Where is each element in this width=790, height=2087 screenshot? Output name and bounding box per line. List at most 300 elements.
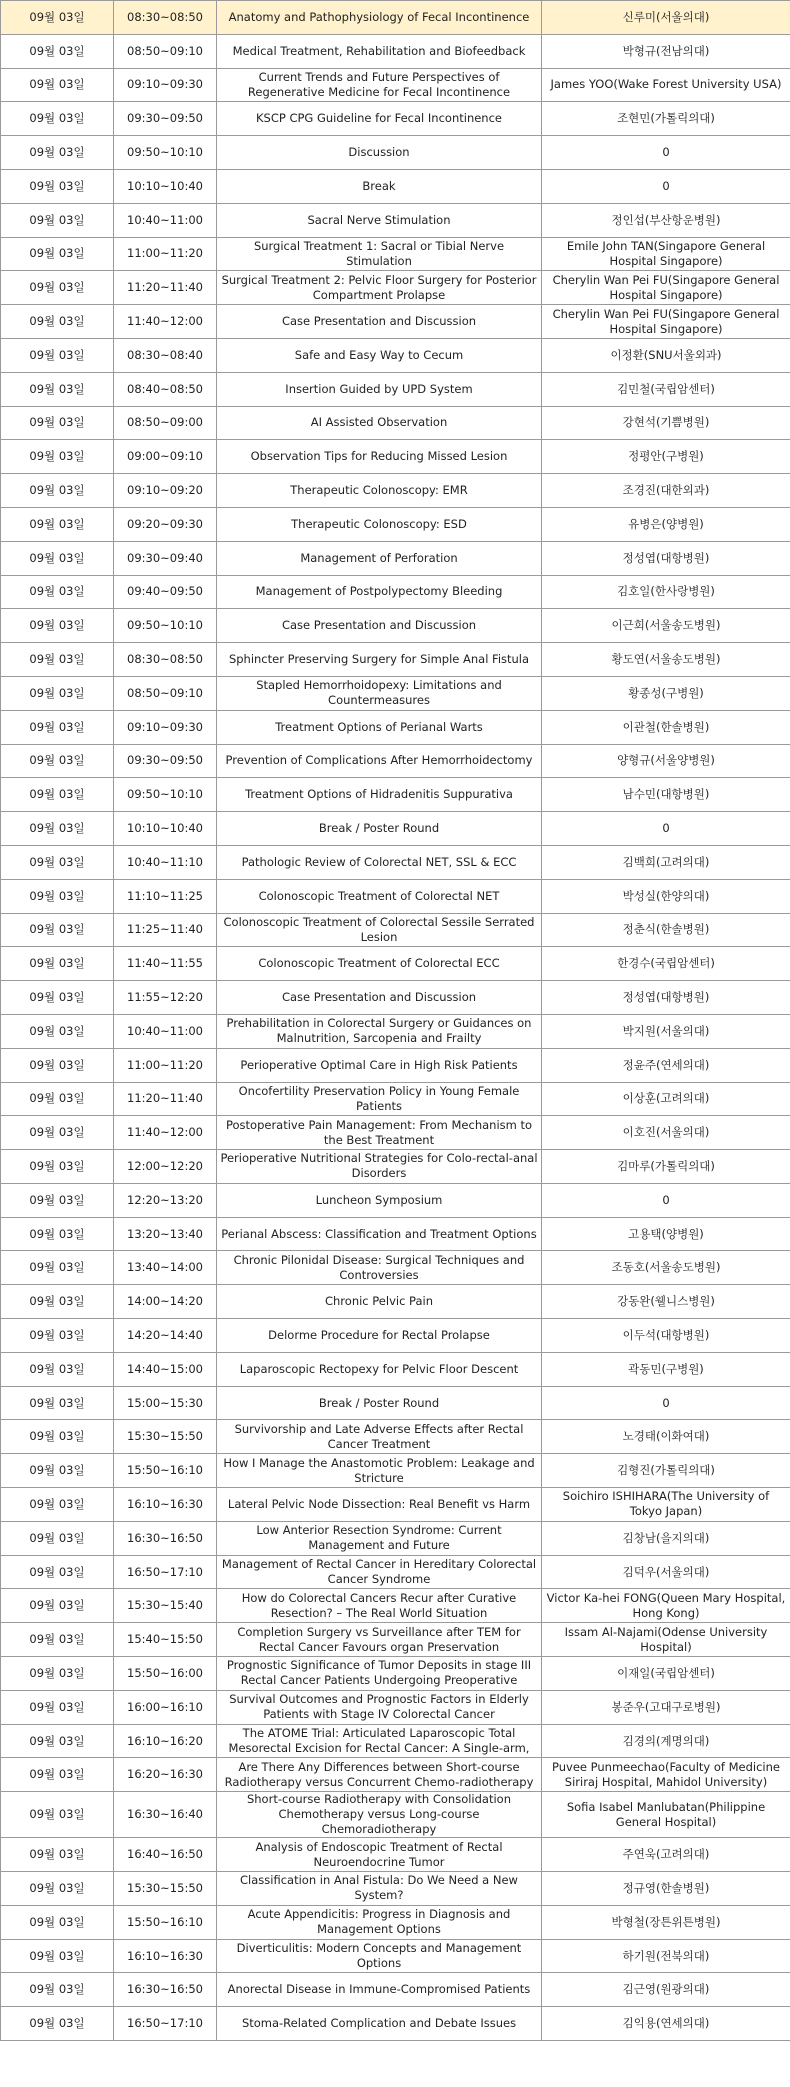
session-title-cell: Classification in Anal Fistula: Do We Need a New System?	[217, 1872, 542, 1906]
date-cell: 09월 03일	[1, 879, 114, 913]
time-cell: 11:40~11:55	[114, 947, 217, 981]
speaker-cell: 박형규(전남의대)	[542, 34, 790, 68]
date-cell: 09월 03일	[1, 1488, 114, 1522]
time-cell: 15:00~15:30	[114, 1386, 217, 1420]
table-row	[1, 845, 790, 879]
table-row	[1, 1872, 790, 1906]
table-row	[1, 1183, 790, 1217]
date-cell: 09월 03일	[1, 1973, 114, 2007]
table-row	[1, 372, 790, 406]
table-row	[1, 1555, 790, 1589]
speaker-cell: 이재일(국립암센터)	[542, 1657, 790, 1691]
time-cell: 16:30~16:50	[114, 1521, 217, 1555]
time-cell: 11:25~11:40	[114, 913, 217, 947]
time-cell: 09:50~10:10	[114, 778, 217, 812]
session-title-cell: Case Presentation and Discussion	[217, 981, 542, 1015]
time-cell: 08:30~08:50	[114, 1, 217, 35]
date-cell: 09월 03일	[1, 1420, 114, 1454]
session-title-cell: Medical Treatment, Rehabilitation and Biofeedback	[217, 34, 542, 68]
date-cell: 09월 03일	[1, 1082, 114, 1116]
table-row	[1, 68, 790, 102]
time-cell: 13:40~14:00	[114, 1251, 217, 1285]
date-cell: 09월 03일	[1, 1285, 114, 1319]
speaker-cell: 0	[542, 169, 790, 203]
session-title-cell: Therapeutic Colonoscopy: ESD	[217, 507, 542, 541]
session-title-cell: Treatment Options of Perianal Warts	[217, 710, 542, 744]
date-cell: 09월 03일	[1, 203, 114, 237]
session-title-cell: How I Manage the Anastomotic Problem: Leakage and Stricture	[217, 1454, 542, 1488]
speaker-cell: 조동호(서울송도병원)	[542, 1251, 790, 1285]
session-title-cell: Safe and Easy Way to Cecum	[217, 338, 542, 372]
time-cell: 09:50~10:10	[114, 609, 217, 643]
table-row	[1, 338, 790, 372]
session-title-cell: The ATOME Trial: Articulated Laparoscopic Total Mesorectal Excision for Rectal Cancer: A Single-arm,	[217, 1724, 542, 1758]
time-cell: 16:50~17:10	[114, 2007, 217, 2041]
date-cell: 09월 03일	[1, 1319, 114, 1353]
time-cell: 08:50~09:10	[114, 676, 217, 710]
session-title-cell: Acute Appendicitis: Progress in Diagnosis and Management Options	[217, 1905, 542, 1939]
session-title-cell: Prognostic Significance of Tumor Deposits in stage III Rectal Cancer Patients Undergoing Preoperative	[217, 1657, 542, 1691]
table-row	[1, 1319, 790, 1353]
time-cell: 09:10~09:30	[114, 710, 217, 744]
date-cell: 09월 03일	[1, 1589, 114, 1623]
session-title-cell: Perianal Abscess: Classification and Treatment Options	[217, 1217, 542, 1251]
time-cell: 11:00~11:20	[114, 1048, 217, 1082]
date-cell: 09월 03일	[1, 1905, 114, 1939]
speaker-cell: 정성엽(대항병원)	[542, 541, 790, 575]
speaker-cell: 봉준우(고대구로병원)	[542, 1690, 790, 1724]
speaker-cell: 정평안(구병원)	[542, 440, 790, 474]
time-cell: 11:20~11:40	[114, 1082, 217, 1116]
table-row	[1, 1589, 790, 1623]
session-title-cell: Break / Poster Round	[217, 812, 542, 846]
session-title-cell: AI Assisted Observation	[217, 406, 542, 440]
speaker-cell: 박성실(한양의대)	[542, 879, 790, 913]
speaker-cell: 김백희(고려의대)	[542, 845, 790, 879]
table-row	[1, 1150, 790, 1184]
schedule-body	[1, 1, 790, 2041]
date-cell: 09월 03일	[1, 575, 114, 609]
table-row	[1, 34, 790, 68]
date-cell: 09월 03일	[1, 102, 114, 136]
session-title-cell: How do Colorectal Cancers Recur after Curative Resection? – The Real World Situation	[217, 1589, 542, 1623]
time-cell: 16:10~16:30	[114, 1488, 217, 1522]
date-cell: 09월 03일	[1, 1724, 114, 1758]
speaker-cell: 정성엽(대항병원)	[542, 981, 790, 1015]
speaker-cell: Emile John TAN(Singapore General Hospital Singapore)	[542, 237, 790, 271]
date-cell: 09월 03일	[1, 609, 114, 643]
table-row	[1, 1, 790, 35]
session-title-cell: Laparoscopic Rectopexy for Pelvic Floor Descent	[217, 1352, 542, 1386]
date-cell: 09월 03일	[1, 440, 114, 474]
date-cell: 09월 03일	[1, 338, 114, 372]
table-row	[1, 913, 790, 947]
date-cell: 09월 03일	[1, 1150, 114, 1184]
table-row	[1, 778, 790, 812]
date-cell: 09월 03일	[1, 1838, 114, 1872]
speaker-cell: 조경진(대한외과)	[542, 474, 790, 508]
speaker-cell: 고용택(양병원)	[542, 1217, 790, 1251]
date-cell: 09월 03일	[1, 1758, 114, 1792]
speaker-cell: 황종성(구병원)	[542, 676, 790, 710]
speaker-cell: 이근희(서울송도병원)	[542, 609, 790, 643]
time-cell: 08:30~08:40	[114, 338, 217, 372]
session-title-cell: Management of Postpolypectomy Bleeding	[217, 575, 542, 609]
date-cell: 09월 03일	[1, 1048, 114, 1082]
speaker-cell: 박형철(장튼위튼병원)	[542, 1905, 790, 1939]
date-cell: 09월 03일	[1, 845, 114, 879]
date-cell: 09월 03일	[1, 474, 114, 508]
speaker-cell: 이두석(대항병원)	[542, 1319, 790, 1353]
session-title-cell: Case Presentation and Discussion	[217, 609, 542, 643]
table-row	[1, 1905, 790, 1939]
table-row	[1, 812, 790, 846]
time-cell: 16:00~16:10	[114, 1690, 217, 1724]
time-cell: 15:30~15:50	[114, 1420, 217, 1454]
time-cell: 16:40~16:50	[114, 1838, 217, 1872]
session-title-cell: Colonoscopic Treatment of Colorectal Sessile Serrated Lesion	[217, 913, 542, 947]
table-row	[1, 474, 790, 508]
time-cell: 10:40~11:10	[114, 845, 217, 879]
date-cell: 09월 03일	[1, 2007, 114, 2041]
session-title-cell: Case Presentation and Discussion	[217, 305, 542, 339]
speaker-cell: 0	[542, 1386, 790, 1420]
session-title-cell: Surgical Treatment 1: Sacral or Tibial Nerve Stimulation	[217, 237, 542, 271]
time-cell: 16:20~16:30	[114, 1758, 217, 1792]
speaker-cell: Cherylin Wan Pei FU(Singapore General Hospital Singapore)	[542, 271, 790, 305]
speaker-cell: Victor Ka-hei FONG(Queen Mary Hospital, Hong Kong)	[542, 1589, 790, 1623]
time-cell: 13:20~13:40	[114, 1217, 217, 1251]
speaker-cell: 조현민(가톨릭의대)	[542, 102, 790, 136]
date-cell: 09월 03일	[1, 778, 114, 812]
time-cell: 09:00~09:10	[114, 440, 217, 474]
speaker-cell: 이상훈(고려의대)	[542, 1082, 790, 1116]
speaker-cell: 이호진(서울의대)	[542, 1116, 790, 1150]
date-cell: 09월 03일	[1, 541, 114, 575]
date-cell: 09월 03일	[1, 744, 114, 778]
session-title-cell: Current Trends and Future Perspectives of Regenerative Medicine for Fecal Incontinence	[217, 68, 542, 102]
time-cell: 11:00~11:20	[114, 237, 217, 271]
date-cell: 09월 03일	[1, 1116, 114, 1150]
speaker-cell: 유병은(양병원)	[542, 507, 790, 541]
date-cell: 09월 03일	[1, 913, 114, 947]
speaker-cell: Issam Al-Najami(Odense University Hospital)	[542, 1623, 790, 1657]
table-row	[1, 136, 790, 170]
session-title-cell: Luncheon Symposium	[217, 1183, 542, 1217]
session-title-cell: KSCP CPG Guideline for Fecal Incontinence	[217, 102, 542, 136]
time-cell: 09:30~09:50	[114, 102, 217, 136]
date-cell: 09월 03일	[1, 1251, 114, 1285]
time-cell: 09:30~09:50	[114, 744, 217, 778]
table-row	[1, 1082, 790, 1116]
time-cell: 12:20~13:20	[114, 1183, 217, 1217]
session-title-cell: Anatomy and Pathophysiology of Fecal Incontinence	[217, 1, 542, 35]
date-cell: 09월 03일	[1, 237, 114, 271]
date-cell: 09월 03일	[1, 507, 114, 541]
speaker-cell: 정춘식(한솔병원)	[542, 913, 790, 947]
date-cell: 09월 03일	[1, 947, 114, 981]
speaker-cell: 한경수(국립암센터)	[542, 947, 790, 981]
time-cell: 14:20~14:40	[114, 1319, 217, 1353]
time-cell: 16:50~17:10	[114, 1555, 217, 1589]
speaker-cell: 박지원(서울의대)	[542, 1014, 790, 1048]
speaker-cell: Sofia Isabel Manlubatan(Philippine General Hospital)	[542, 1792, 790, 1838]
session-title-cell: Perioperative Nutritional Strategies for Colo-rectal-anal Disorders	[217, 1150, 542, 1184]
session-title-cell: Delorme Procedure for Rectal Prolapse	[217, 1319, 542, 1353]
date-cell: 09월 03일	[1, 643, 114, 677]
table-row	[1, 102, 790, 136]
time-cell: 09:50~10:10	[114, 136, 217, 170]
table-row	[1, 1973, 790, 2007]
session-title-cell: Sacral Nerve Stimulation	[217, 203, 542, 237]
time-cell: 08:30~08:50	[114, 643, 217, 677]
time-cell: 11:40~12:00	[114, 305, 217, 339]
speaker-cell: 이정환(SNU서울외과)	[542, 338, 790, 372]
date-cell: 09월 03일	[1, 1555, 114, 1589]
table-row	[1, 744, 790, 778]
table-row	[1, 947, 790, 981]
time-cell: 16:30~16:50	[114, 1973, 217, 2007]
date-cell: 09월 03일	[1, 305, 114, 339]
time-cell: 14:00~14:20	[114, 1285, 217, 1319]
date-cell: 09월 03일	[1, 1521, 114, 1555]
table-row	[1, 271, 790, 305]
table-row	[1, 440, 790, 474]
date-cell: 09월 03일	[1, 169, 114, 203]
session-title-cell: Postoperative Pain Management: From Mechanism to the Best Treatment	[217, 1116, 542, 1150]
date-cell: 09월 03일	[1, 981, 114, 1015]
time-cell: 11:20~11:40	[114, 271, 217, 305]
table-row	[1, 710, 790, 744]
time-cell: 15:40~15:50	[114, 1623, 217, 1657]
session-title-cell: Low Anterior Resection Syndrome: Current Management and Future	[217, 1521, 542, 1555]
date-cell: 09월 03일	[1, 406, 114, 440]
session-title-cell: Diverticulitis: Modern Concepts and Management Options	[217, 1939, 542, 1973]
date-cell: 09월 03일	[1, 710, 114, 744]
date-cell: 09월 03일	[1, 1872, 114, 1906]
session-title-cell: Pathologic Review of Colorectal NET, SSL & ECC	[217, 845, 542, 879]
speaker-cell: 김덕우(서울의대)	[542, 1555, 790, 1589]
session-title-cell: Surgical Treatment 2: Pelvic Floor Surgery for Posterior Compartment Prolapse	[217, 271, 542, 305]
session-title-cell: Break	[217, 169, 542, 203]
table-row	[1, 1758, 790, 1792]
session-title-cell: Completion Surgery vs Surveillance after TEM for Rectal Cancer Favours organ Preservation	[217, 1623, 542, 1657]
table-row	[1, 507, 790, 541]
session-title-cell: Are There Any Differences between Short-course Radiotherapy versus Concurrent Chemo-radiotherapy	[217, 1758, 542, 1792]
date-cell: 09월 03일	[1, 372, 114, 406]
session-title-cell: Prevention of Complications After Hemorrhoidectomy	[217, 744, 542, 778]
date-cell: 09월 03일	[1, 1939, 114, 1973]
time-cell: 15:50~16:00	[114, 1657, 217, 1691]
time-cell: 11:40~12:00	[114, 1116, 217, 1150]
date-cell: 09월 03일	[1, 1, 114, 35]
date-cell: 09월 03일	[1, 1183, 114, 1217]
table-row	[1, 1792, 790, 1838]
speaker-cell: 양형규(서울양병원)	[542, 744, 790, 778]
table-row	[1, 879, 790, 913]
speaker-cell: 0	[542, 812, 790, 846]
speaker-cell: 김마루(가톨릭의대)	[542, 1150, 790, 1184]
speaker-cell: 김경의(계명의대)	[542, 1724, 790, 1758]
time-cell: 09:40~09:50	[114, 575, 217, 609]
speaker-cell: 0	[542, 1183, 790, 1217]
speaker-cell: 김창남(을지의대)	[542, 1521, 790, 1555]
table-row	[1, 541, 790, 575]
date-cell: 09월 03일	[1, 1014, 114, 1048]
session-title-cell: Stoma-Related Complication and Debate Issues	[217, 2007, 542, 2041]
time-cell: 09:20~09:30	[114, 507, 217, 541]
speaker-cell: 남수민(대항병원)	[542, 778, 790, 812]
time-cell: 08:50~09:00	[114, 406, 217, 440]
table-row	[1, 981, 790, 1015]
date-cell: 09월 03일	[1, 271, 114, 305]
time-cell: 15:30~15:40	[114, 1589, 217, 1623]
table-row	[1, 2007, 790, 2041]
speaker-cell: 김근영(원광의대)	[542, 1973, 790, 2007]
table-row	[1, 1838, 790, 1872]
table-row	[1, 1352, 790, 1386]
date-cell: 09월 03일	[1, 68, 114, 102]
speaker-cell: 강현석(기쁨병원)	[542, 406, 790, 440]
speaker-cell: 하기원(전북의대)	[542, 1939, 790, 1973]
table-row	[1, 1724, 790, 1758]
date-cell: 09월 03일	[1, 136, 114, 170]
time-cell: 10:10~10:40	[114, 169, 217, 203]
session-title-cell: Chronic Pelvic Pain	[217, 1285, 542, 1319]
table-row	[1, 575, 790, 609]
date-cell: 09월 03일	[1, 1217, 114, 1251]
table-row	[1, 1420, 790, 1454]
date-cell: 09월 03일	[1, 1454, 114, 1488]
speaker-cell: 김익용(연세의대)	[542, 2007, 790, 2041]
speaker-cell: James YOO(Wake Forest University USA)	[542, 68, 790, 102]
table-row	[1, 1454, 790, 1488]
time-cell: 16:10~16:20	[114, 1724, 217, 1758]
session-title-cell: Discussion	[217, 136, 542, 170]
session-title-cell: Prehabilitation in Colorectal Surgery or Guidances on Malnutrition, Sarcopenia and Frailty	[217, 1014, 542, 1048]
table-row	[1, 676, 790, 710]
table-row	[1, 1116, 790, 1150]
session-title-cell: Chronic Pilonidal Disease: Surgical Techniques and Controversies	[217, 1251, 542, 1285]
time-cell: 08:50~09:10	[114, 34, 217, 68]
speaker-cell: 정윤주(연세의대)	[542, 1048, 790, 1082]
session-title-cell: Survival Outcomes and Prognostic Factors in Elderly Patients with Stage IV Colorectal Cancer	[217, 1690, 542, 1724]
table-row	[1, 1217, 790, 1251]
session-title-cell: Management of Rectal Cancer in Hereditary Colorectal Cancer Syndrome	[217, 1555, 542, 1589]
speaker-cell: Cherylin Wan Pei FU(Singapore General Hospital Singapore)	[542, 305, 790, 339]
time-cell: 08:40~08:50	[114, 372, 217, 406]
table-row	[1, 237, 790, 271]
time-cell: 16:30~16:40	[114, 1792, 217, 1838]
time-cell: 15:30~15:50	[114, 1872, 217, 1906]
table-row	[1, 169, 790, 203]
speaker-cell: 곽동민(구병원)	[542, 1352, 790, 1386]
time-cell: 12:00~12:20	[114, 1150, 217, 1184]
time-cell: 15:50~16:10	[114, 1454, 217, 1488]
session-title-cell: Anorectal Disease in Immune-Compromised Patients	[217, 1973, 542, 2007]
speaker-cell: 이관철(한솔병원)	[542, 710, 790, 744]
date-cell: 09월 03일	[1, 1386, 114, 1420]
table-row	[1, 643, 790, 677]
session-title-cell: Analysis of Endoscopic Treatment of Rectal Neuroendocrine Tumor	[217, 1838, 542, 1872]
session-title-cell: Stapled Hemorrhoidopexy: Limitations and Countermeasures	[217, 676, 542, 710]
speaker-cell: 김형진(가톨릭의대)	[542, 1454, 790, 1488]
date-cell: 09월 03일	[1, 1623, 114, 1657]
session-title-cell: Colonoscopic Treatment of Colorectal ECC	[217, 947, 542, 981]
table-row	[1, 1048, 790, 1082]
speaker-cell: Puvee Punmeechao(Faculty of Medicine Siriraj Hospital, Mahidol University)	[542, 1758, 790, 1792]
time-cell: 10:10~10:40	[114, 812, 217, 846]
speaker-cell: Soichiro ISHIHARA(The University of Tokyo Japan)	[542, 1488, 790, 1522]
speaker-cell: 강동완(웰니스병원)	[542, 1285, 790, 1319]
speaker-cell: 황도연(서울송도병원)	[542, 643, 790, 677]
session-title-cell: Short-course Radiotherapy with Consolidation Chemotherapy versus Long-course Chemoradiotherapy	[217, 1792, 542, 1838]
table-row	[1, 1014, 790, 1048]
speaker-cell: 노경태(이화여대)	[542, 1420, 790, 1454]
table-row	[1, 305, 790, 339]
date-cell: 09월 03일	[1, 1792, 114, 1838]
session-title-cell: Oncofertility Preservation Policy in Young Female Patients	[217, 1082, 542, 1116]
speaker-cell: 김호일(한사랑병원)	[542, 575, 790, 609]
session-title-cell: Survivorship and Late Adverse Effects after Rectal Cancer Treatment	[217, 1420, 542, 1454]
session-title-cell: Management of Perforation	[217, 541, 542, 575]
session-title-cell: Therapeutic Colonoscopy: EMR	[217, 474, 542, 508]
table-row	[1, 1939, 790, 1973]
time-cell: 15:50~16:10	[114, 1905, 217, 1939]
session-title-cell: Sphincter Preserving Surgery for Simple Anal Fistula	[217, 643, 542, 677]
date-cell: 09월 03일	[1, 676, 114, 710]
date-cell: 09월 03일	[1, 812, 114, 846]
table-row	[1, 1488, 790, 1522]
session-title-cell: Treatment Options of Hidradenitis Suppurativa	[217, 778, 542, 812]
table-row	[1, 1251, 790, 1285]
date-cell: 09월 03일	[1, 1657, 114, 1691]
table-row	[1, 1690, 790, 1724]
time-cell: 16:10~16:30	[114, 1939, 217, 1973]
speaker-cell: 정규영(한솔병원)	[542, 1872, 790, 1906]
time-cell: 09:30~09:40	[114, 541, 217, 575]
table-row	[1, 406, 790, 440]
date-cell: 09월 03일	[1, 34, 114, 68]
session-title-cell: Insertion Guided by UPD System	[217, 372, 542, 406]
session-title-cell: Lateral Pelvic Node Dissection: Real Benefit vs Harm	[217, 1488, 542, 1522]
session-title-cell: Observation Tips for Reducing Missed Lesion	[217, 440, 542, 474]
time-cell: 10:40~11:00	[114, 1014, 217, 1048]
time-cell: 11:55~12:20	[114, 981, 217, 1015]
table-row	[1, 1521, 790, 1555]
table-row	[1, 1285, 790, 1319]
time-cell: 09:10~09:30	[114, 68, 217, 102]
speaker-cell: 정인섭(부산항운병원)	[542, 203, 790, 237]
speaker-cell: 주연욱(고려의대)	[542, 1838, 790, 1872]
session-title-cell: Break / Poster Round	[217, 1386, 542, 1420]
date-cell: 09월 03일	[1, 1690, 114, 1724]
speaker-cell: 신루미(서울의대)	[542, 1, 790, 35]
time-cell: 09:10~09:20	[114, 474, 217, 508]
table-row	[1, 1657, 790, 1691]
speaker-cell: 0	[542, 136, 790, 170]
time-cell: 10:40~11:00	[114, 203, 217, 237]
session-title-cell: Perioperative Optimal Care in High Risk Patients	[217, 1048, 542, 1082]
table-row	[1, 1623, 790, 1657]
date-cell: 09월 03일	[1, 1352, 114, 1386]
speaker-cell: 김민철(국립암센터)	[542, 372, 790, 406]
session-title-cell: Colonoscopic Treatment of Colorectal NET	[217, 879, 542, 913]
time-cell: 14:40~15:00	[114, 1352, 217, 1386]
table-row	[1, 609, 790, 643]
table-row	[1, 1386, 790, 1420]
time-cell: 11:10~11:25	[114, 879, 217, 913]
